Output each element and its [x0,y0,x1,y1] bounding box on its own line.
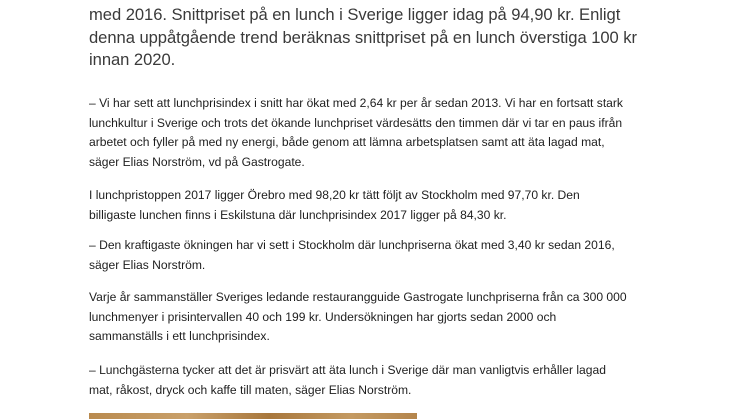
text-line: – Den kraftigaste ökningen har vi sett i Stockholm där lunchpriserna ökat med 3,40 kr sedan 2016, [89,238,615,252]
text-line: Varje år sammanställer Sveriges ledande restaurangguide Gastrogate lunchpriserna från ca 300 000 [89,290,627,304]
text-line: – Vi har sett att lunchprisindex i snitt har ökat med 2,64 kr per år sedan 2013. Vi har en fortsatt stark [89,96,623,110]
text-line: – Lunchgästerna tycker att det är prisvärt att äta lunch i Sverige där man vanligtvis erhåller lagad [89,363,606,377]
text-line: lunchkultur i Sverige och trots det ökande lunchpriset värdesätts den timmen där vi tar en paus ifrån [89,115,623,130]
document-page [89,0,669,397]
lead-line: innan 2020. [89,50,176,69]
text-line: säger Elias Norström. [89,257,206,272]
body-paragraph [89,186,669,225]
lead-paragraph [89,0,669,72]
text-line: sammanställs i ett lunchprisindex. [89,329,270,344]
lead-line: med 2016. Snittpriset på en lunch i Sverige ligger idag på 94,90 kr. Enligt [89,5,621,24]
quote-paragraph [89,361,669,400]
text-line: billigaste lunchen finns i Eskilstuna där lunchprisindex 2017 ligger på 84,30 kr. [89,207,507,222]
lead-line: denna uppåtgående trend beräknas snittpriset på en lunch överstiga 100 kr [89,27,638,47]
quote-paragraph [89,236,669,275]
text-line: säger Elias Norström, vd på Gastrogate. [89,155,305,170]
text-line: lunchmenyer i prisintervallen 40 och 199 kr. Undersökningen har gjorts sedan 2000 och [89,309,557,324]
text-line: mat, råkost, dryck och kaffe till maten, säger Elias Norström. [89,382,412,397]
text-line: I lunchpristoppen 2017 ligger Örebro med 98,20 kr tätt följt av Stockholm med 97,70 kr. Den [89,188,580,202]
article-image [89,413,417,419]
body-paragraph [89,288,669,347]
quote-paragraph [89,94,669,173]
text-line: arbetet och fyller på med ny energi, både genom att lämna arbetsplatsen samt att äta lagad mat, [89,135,605,150]
